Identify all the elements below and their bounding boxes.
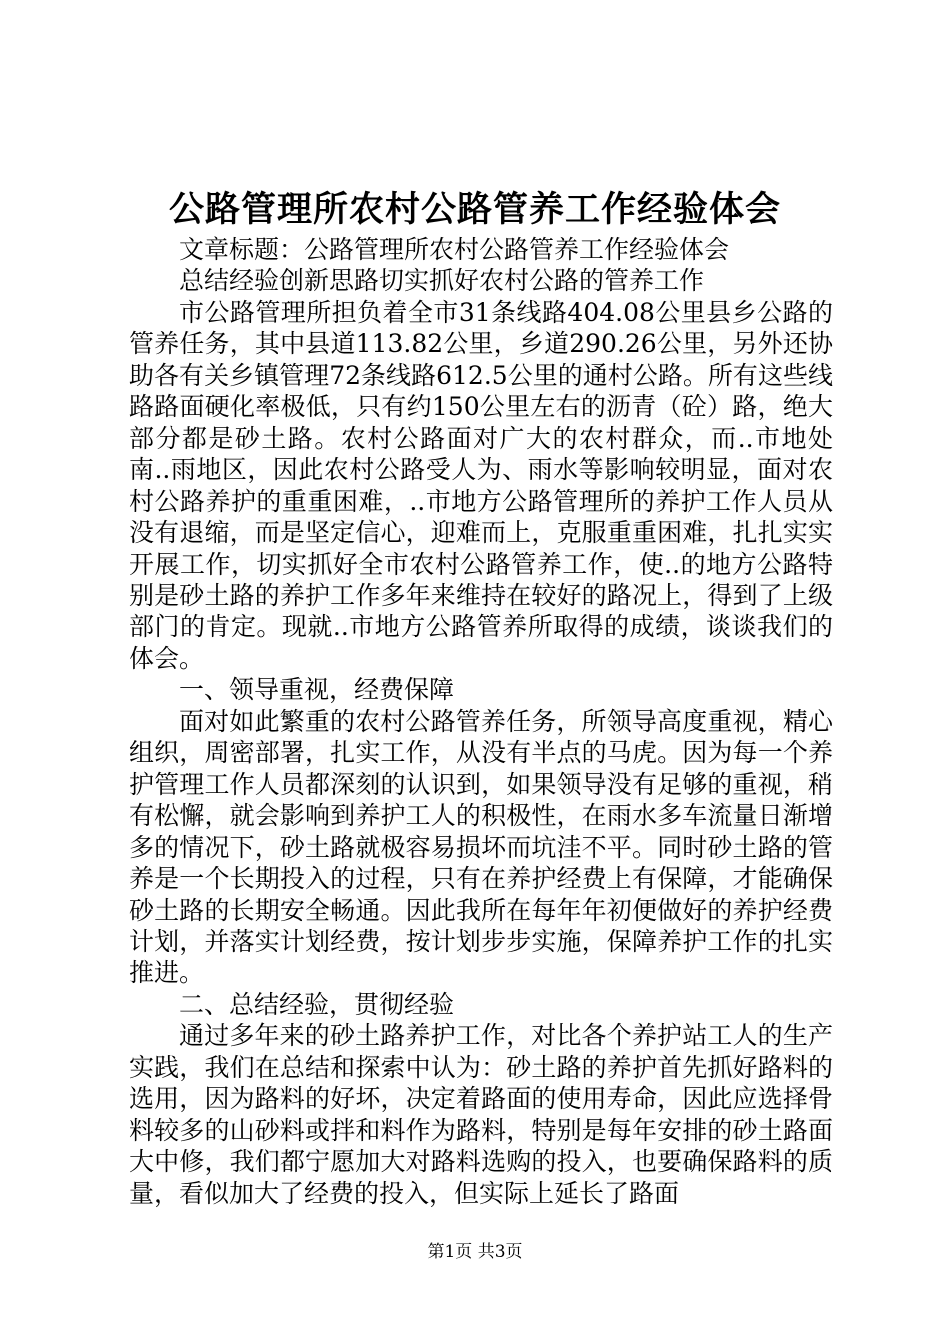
section-heading: 一、领导重视，经费保障 bbox=[179, 675, 455, 705]
document-body bbox=[129, 234, 833, 1209]
article-title-line: 文章标题：公路管理所农村公路管养工作经验体会 bbox=[179, 235, 730, 264]
document-title: 公路管理所农村公路管养工作经验体会 bbox=[168, 190, 781, 230]
page-number-footer: 第1页 共3页 bbox=[427, 1242, 523, 1262]
body-paragraph: 通过多年来的砂土路养护工作，对比各个养护站工人的生产实践，我们在总结和探索中认为：砂土路的养护首先抓好路料的选用，因为路料的好坏，决定着路面的使用寿命，因此应选择骨料较多的山砂料或拌和料作为路料，特别是每年安排的砂土路面大中修，我们都宁愿加大对路料选购的投入，也要确保路料的质量，看似加大了经费的投入，但实际上延长了路面 bbox=[129, 1021, 833, 1208]
body-paragraph: 面对如此繁重的农村公路管养任务，所领导高度重视，精心组织，周密部署，扎实工作，从没有半点的马虎。因为每一个养护管理工作人员都深刻的认识到，如果领导没有足够的重视，稍有松懈，就会影响到养护工人的积极性，在雨水多车流量日渐增多的情况下，砂土路就极容易损坏而坑洼不平。同时砂土路的管养是一个长期投入的过程，只有在养护经费上有保障，才能确保砂土路的长期安全畅通。因此我所在每年年初便做好的养护经费计划，并落实计划经费，按计划步步实施，保障养护工作的扎实推进。 bbox=[129, 706, 833, 988]
body-paragraph: 市公路管理所担负着全市31条线路404.08公里县乡公路的管养任务，其中县道113.82公里，乡道290.26公里，另外还协助各有关乡镇管理72条线路612.5公里的通村公路。所有这些线路路面硬化率极低，只有约150公里左右的沥青（砼）路，绝大部分都是砂土路。农村公路面对广大的农村群众，而..市地处南..雨地区，因此农村公路受人为、雨水等影响较明显，面对农村公路养护的重重困难，..市地方公路管理所的养护工作人员从没有退缩，而是坚定信心，迎难而上，克服重重困难，扎扎实实开展工作，切实抓好全市农村公路管养工作，使..的地方公路特别是砂土路的养护工作多年来维持在较好的路况上，得到了上级部门的肯定。现就..市地方公路管养所取得的成绩，谈谈我们的体会。 bbox=[129, 297, 833, 673]
section-heading: 二、总结经验，贯彻经验 bbox=[179, 989, 455, 1019]
subtitle-line: 总结经验创新思路切实抓好农村公路的管养工作 bbox=[179, 266, 705, 296]
